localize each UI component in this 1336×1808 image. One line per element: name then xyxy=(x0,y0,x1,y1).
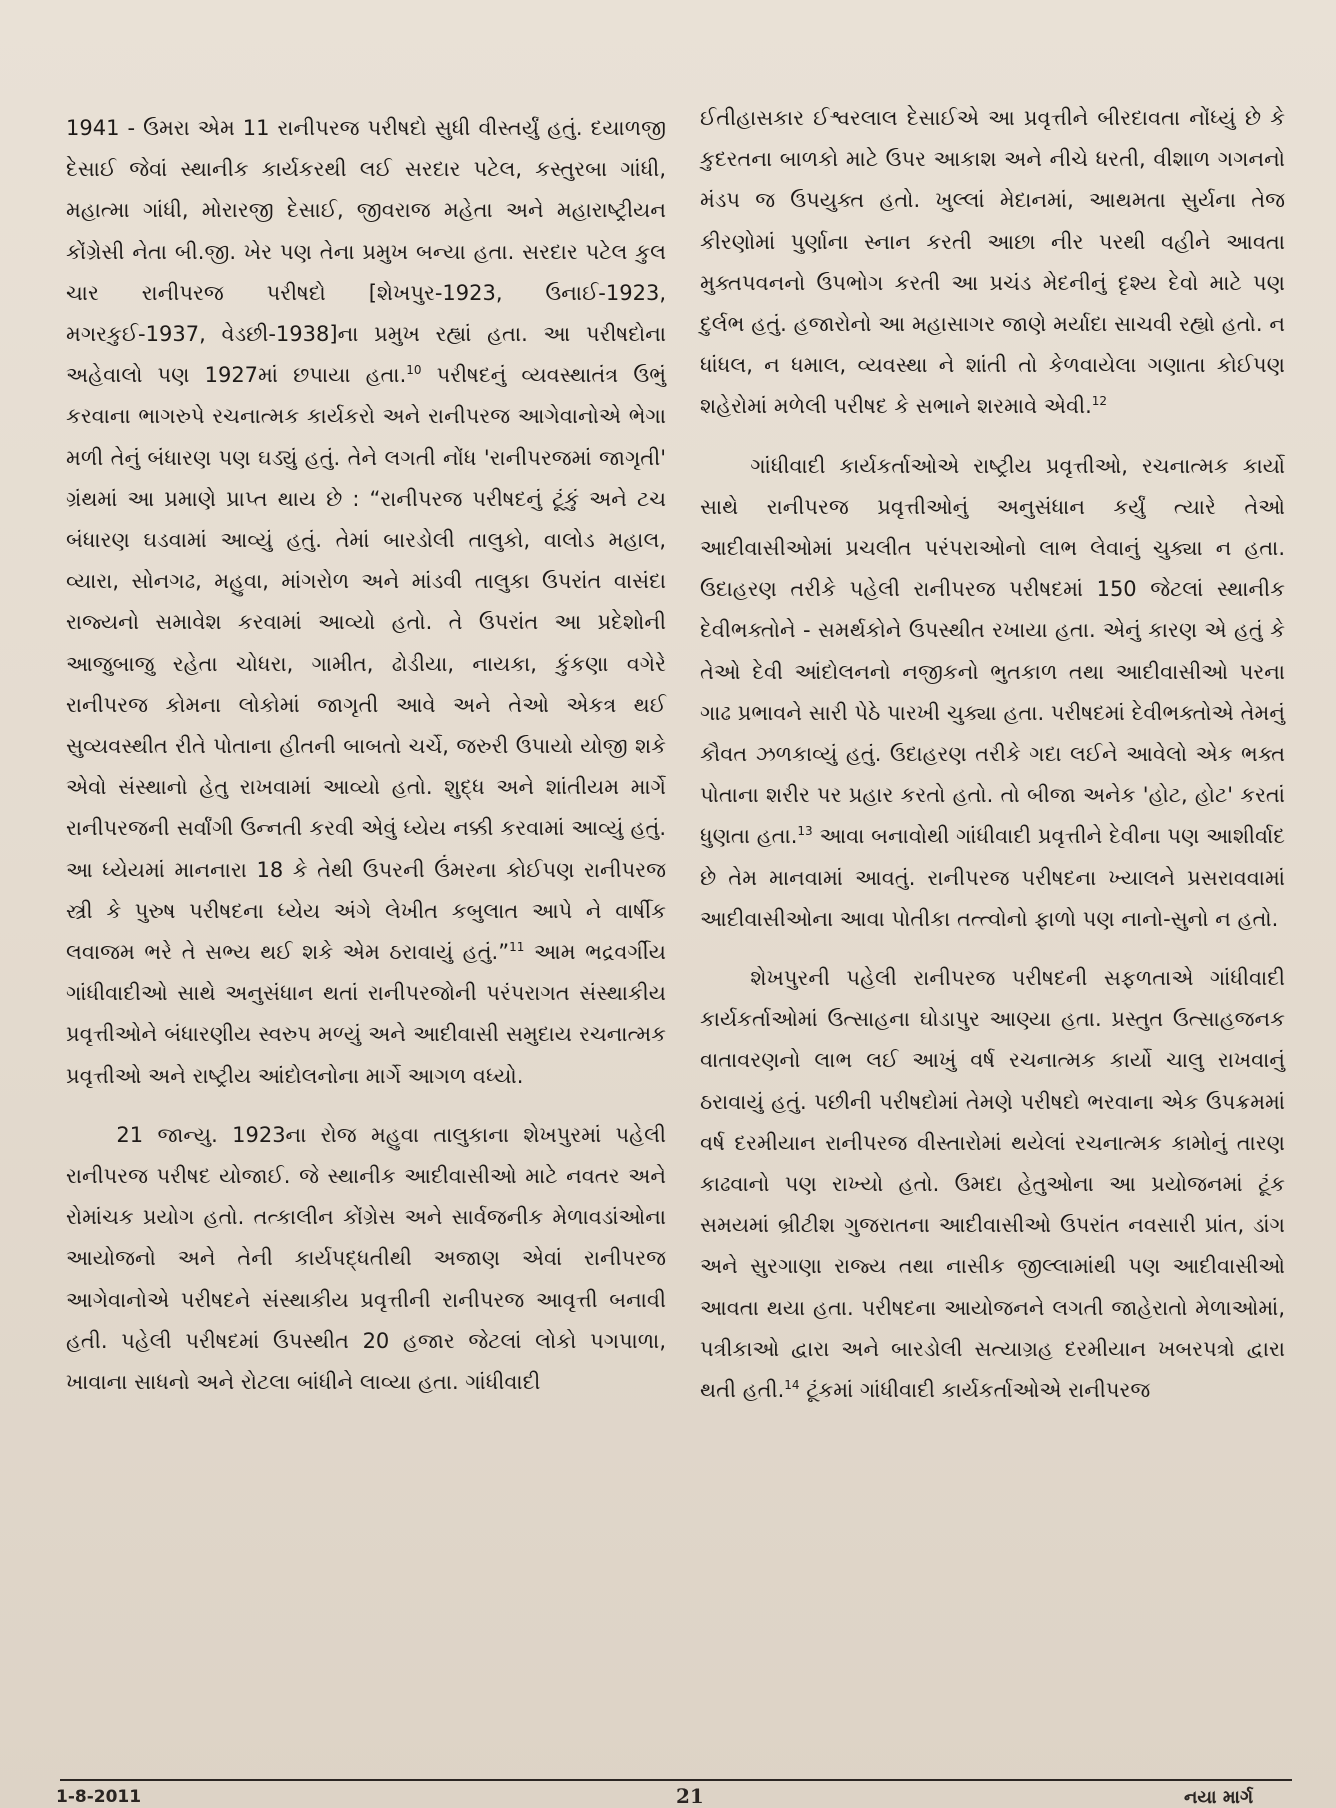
paragraph-ranipraj-councils xyxy=(66,108,666,1097)
text-span: આમ ભદ્રવર્ગીય ગાંધીવાદીઓ સાથે અનુસંધાન થતાં રાનીપરજોની પરંપરાગત સંસ્થાકીય પ્રવૃત્તીઓને બંધારણીય સ્વરુપ મળ્યું અને આદીવાસી સમુદાય રચનાત્મક પ્રવૃત્તીઓ અને રાષ્ટ્રીય આંદોલનોના માર્ગે આગળ વધ્યો. xyxy=(66,940,667,1088)
text-span: ગાંધીવાદી કાર્યકર્તાઓએ રાષ્ટ્રીય પ્રવૃત્તીઓ, રચનાત્મક કાર્યો સાથે રાનીપરજ પ્રવૃત્તીઓનું અનુસંધાન કર્યું ત્યારે તેઓ આદીવાસીઓમાં પ્રચલીત પરંપરાઓનો લાભ લેવાનું ચુક્યા ન હતા. ઉદાહરણ તરીકે પહેલી રાનીપરજ પરીષદમાં 150 જેટલાં સ્થાનીક દેવીભક્તોને - સમર્થકોને ઉપસ્થીત રખાયા હતા. એનું કારણ એ હતું કે તેઓ દેવી આંદોલનનો નજીકનો ભુતકાળ તથા આદીવાસીઓ પરના ગાઢ પ્રભાવને સારી પેઠે પારખી ચુક્યા હતા. પરીષદમાં દેવીભક્તોએ તેમનું કૌવત ઝળકાવ્યું હતું. ઉદાહરણ તરીકે ગદા લઈને આવેલો એક ભક્ત પોતાના શરીર પર પ્રહાર કરતો હતો. તો બીજા અનેક 'હોટ, હોટ' કરતાં ધુણતા હતા. xyxy=(700,453,1285,849)
footer-divider xyxy=(60,1779,1292,1781)
text-span: ઈતીહાસકાર ઈશ્વરલાલ દેસાઈએ આ પ્રવૃત્તીને બીરદાવતા નોંધ્યું છે કે કુદરતના બાળકો માટે ઉપર આકાશ અને નીચે ધરતી, વીશાળ ગગનનો મંડપ જ ઉપયુક્ત હતો. ખુલ્લાં મેદાનમાં, આથમતા સુર્યના તેજ કીરણોમાં પુર્ણાના સ્નાન કરતી આછા નીર પરથી વહીને આવતા મુક્તપવનનો ઉપભોગ કરતી આ પ્રચંડ મેદનીનું દૃશ્ય દેવો માટે પણ દુર્લભ હતું. હજારોનો આ મહાસાગર જાણે મર્યાદા સાચવી રહ્યો હતો. ન ધાંધલ, ન ધમાલ, વ્યવસ્થા ને શાંતી તો કેળવાયેલા ગણાતા કોઈપણ શહેરોમાં મળેલી પરીષદ કે સભાને શરમાવે એવી. xyxy=(700,106,1285,419)
paragraph-devi-devotees xyxy=(700,446,1285,940)
text-span: પરીષદનું વ્યવસ્થાતંત્ર ઉભું કરવાના ભાગરુપે રચનાત્મક કાર્યકરો અને રાનીપરજ આગેવાનોએ ભેગા મળી તેનું બંધારણ પણ ઘડ્યું હતું. તેને લગતી નોંધ 'રાનીપરજમાં જાગૃતી' ગ્રંથમાં આ પ્રમાણે પ્રાપ્ત થાય છે : “રાનીપરજ પરીષદનું ટૂંકું અને ટચ બંધારણ ઘડવામાં આવ્યું હતું. તેમાં બારડોલી તાલુકો, વાલોડ મહાલ, વ્યારા, સોનગઢ, મહુવા, માંગરોળ અને માંડવી તાલુકા ઉપરાંત વાસંદા રાજ્યનો સમાવેશ કરવામાં આવ્યો હતો. તે ઉપરાંત આ પ્રદેશોની આજુબાજુ રહેતા ચોધરા, ગામીત, ઢોડીયા, નાયકા, કુંકણા વગેરે રાનીપરજ કોમના લોકોમાં જાગૃતી આવે અને તેઓ એકત્ર થઈ સુવ્યવસ્થીત રીતે પોતાના હીતની બાબતો ચર્ચે, જરુરી ઉપાયો યોજી શકે એવો સંસ્થાનો હેતુ રાખવામાં આવ્યો હતો. શુદ્ધ અને શાંતીયમ માર્ગે રાનીપરજની સર્વાંગી ઉન્નતી કરવી એવું ધ્યેય નક્કી કરવામાં આવ્યું હતું. આ ધ્યેયમાં માનનારા 18 કે તેથી ઉપરની ઉંમરના કોઈપણ રાનીપરજ સ્ત્રી કે પુરુષ પરીષદના ધ્યેય અંગે લેખીત કબુલાત આપે ને વાર્ષીક લવાજમ ભરે તે સભ્ય થઈ શકે એમ ઠરાવાયું હતું.” xyxy=(66,363,666,965)
footnote-ref-14: 14 xyxy=(784,1378,800,1393)
text-span: ટૂંકમાં ગાંધીવાદી કાર્યકર્તાઓએ રાનીપરજ xyxy=(799,1378,1151,1403)
page-number: 21 xyxy=(676,1784,704,1808)
text-span: આવા બનાવોથી ગાંધીવાદી પ્રવૃત્તીને દેવીના પણ આશીર્વાદ છે તેમ માનવામાં આવતું. રાનીપરજ પરીષદના ખ્યાલને પ્રસરાવવામાં આદીવાસીઓના આવા પોતીકા તત્ત્વોનો ફાળો પણ નાનો-સુનો ન હતો. xyxy=(700,824,1285,931)
magazine-name: નયા માર્ગ xyxy=(1184,1787,1254,1808)
paragraph-historian-quote xyxy=(700,98,1285,428)
left-column xyxy=(66,108,666,1403)
issue-date: 1-8-2011 xyxy=(56,1787,142,1807)
footnote-ref-10: 10 xyxy=(406,363,422,378)
text-span: 21 જાન્યુ. 1923ના રોજ મહુવા તાલુકાના શેખપુરમાં પહેલી રાનીપરજ પરીષદ યોજાઈ. જે સ્થાનીક આદીવાસીઓ માટે નવતર અને રોમાંચક પ્રયોગ હતો. તત્કાલીન કોંગ્રેસ અને સાર્વજનીક મેળાવડાંઓના આયોજનો અને તેની કાર્યપદ્ધતીથી અજાણ એવાં રાનીપરજ આગેવાનોએ પરીષદને સંસ્થાકીય પ્રવૃત્તીની રાનીપરજ આવૃત્તી બનાવી હતી. પહેલી પરીષદમાં ઉપસ્થીત 20 હજાર જેટલાં લોકો પગપાળા, ખાવાના સાધનો અને રોટલા બાંધીને લાવ્યા હતા. ગાંધીવાદી xyxy=(66,1122,666,1395)
footnote-ref-12: 12 xyxy=(1091,394,1108,409)
text-span: 1941 - ઉમરા એમ 11 રાનીપરજ પરીષદો સુધી વીસ્તર્યું હતું. દયાળજી દેસાઈ જેવાં સ્થાનીક કાર્યકરથી લઈ સરદાર પટેલ, કસ્તુરબા ગાંધી, મહાત્મા ગાંધી, મોરારજી દેસાઈ, જીવરાજ મહેતા અને મહારાષ્ટ્રીયન કોંગ્રેસી નેતા બી.જી. ખેર પણ તેના પ્રમુખ બન્યા હતા. સરદાર પટેલ કુલ ચાર રાનીપરજ પરીષદો [શેખપુર-1923, ઉનાઈ-1923, મગરકુઈ-1937, વેડછી-1938]ના પ્રમુખ રહ્યાં હતા. આ પરીષદોના અહેવાલો પણ 1927માં છપાયા હતા. xyxy=(66,116,666,388)
footnote-ref-13: 13 xyxy=(797,824,813,839)
text-span: શેખપુરની પહેલી રાનીપરજ પરીષદની સફળતાએ ગાંધીવાદી કાર્યકર્તાઓમાં ઉત્સાહના ઘોડાપુર આણ્યા હતા. પ્રસ્તુત ઉત્સાહજનક વાતાવરણનો લાભ લઈ આખું વર્ષ રચનાત્મક કાર્યો ચાલુ રાખવાનું ઠરાવાયું હતું. પછીની પરીષદોમાં તેમણે પરીષદો ભરવાના એક ઉપક્રમમાં વર્ષ દરમીયાન રાનીપરજ વીસ્તારોમાં થયેલાં રચનાત્મક કામોનું તારણ કાઢવાનો પણ રાખ્યો હતો. ઉમદા હેતુઓના આ પ્રયોજનમાં ટૂંક સમયમાં બ્રીટીશ ગુજરાતના આદીવાસીઓ ઉપરાંત નવસારી પ્રાંત, ડાંગ અને સુરગાણા રાજ્ય તથા નાસીક જીલ્લામાંથી પણ આદીવાસીઓ આવતા થયા હતા. પરીષદના આયોજનને લગતી જાહેરાતો મેળાઓમાં, પત્રીકાઓ દ્વારા અને બારડોલી સત્યાગ્રહ દરમીયાન ખબરપત્રો દ્વારા થતી હતી. xyxy=(700,966,1285,1403)
footnote-ref-11: 11 xyxy=(509,940,525,955)
right-column xyxy=(700,98,1285,1411)
paragraph-shekhpur-first-council xyxy=(66,1115,666,1403)
paragraph-enthusiasm xyxy=(700,958,1285,1411)
